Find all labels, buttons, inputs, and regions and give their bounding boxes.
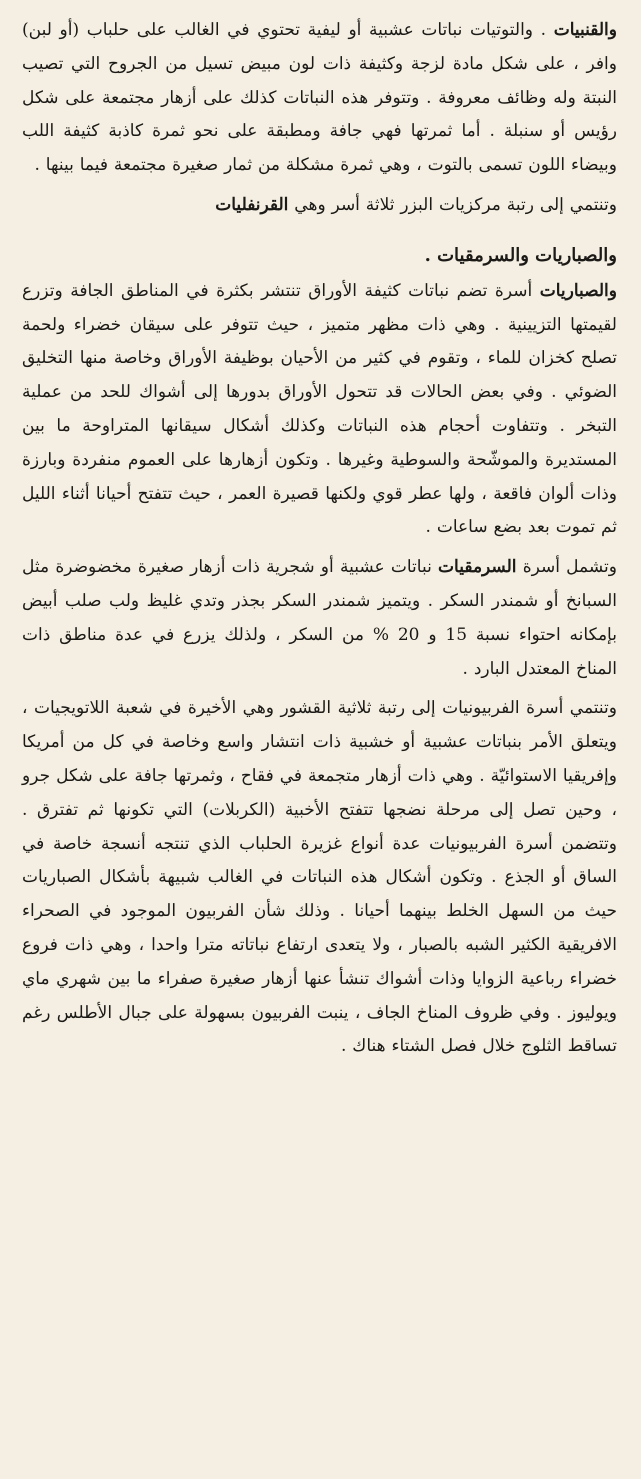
term-cannabaceae: والقنبيات xyxy=(553,20,617,40)
term-cactaceae: والصباريات xyxy=(539,280,617,301)
paragraph-mulberry-family xyxy=(22,14,617,183)
section-heading: والصباريات والسرمقيات . xyxy=(424,244,617,266)
paragraph-text: . والتوتيات نباتات عشبية أو ليفية تحتوي في الغالب على حلباب (أو لبن) وافر ، على شكل مادة لزجة وكثيفة ذات لون مبيض تسيل من الجروح التي تصيب النبتة وله وظائف معروفة . وتتوفر هذه النباتات كذلك على أزهار مجتمعة على شكل رؤيس أو سنبلة . أما ثمرتها فهي جافة ومطبقة على نحو ثمرة كاذبة كثيفة اللب وبيضاء اللون تسمى بالتوت ، وهي ثمرة مشكلة من ثمار صغيرة مجتمعة فيما بينها . xyxy=(22,20,617,176)
term-chenopodiaceae: السرمقيات xyxy=(438,557,517,578)
term-caryophyllaceae: القرنفليات xyxy=(215,194,289,215)
paragraph-text: وتنتمي إلى رتبة مركزيات البزر ثلاثة أسر وهي xyxy=(288,194,617,215)
paragraph-cactaceae xyxy=(22,275,617,545)
paragraph-centrospermae-order xyxy=(22,189,617,223)
paragraph-text: نباتات عشبية أو شجرية ذات أزهار صغيرة مخضوضرة مثل السبانخ أو شمندر السكر . ويتميز شمندر السكر بجذر وتدي غليظ ولب صلب أبيض بإمكانه احتواء نسبة 15 و 20 % من السكر ، ولذلك يزرع في عدة مناطق ذات المناخ المعتدل البارد . xyxy=(22,557,617,679)
paragraph-text: وتنتمي أسرة الفربيونيات إلى رتبة ثلاثية القشور وهي الأخيرة في شعبة اللاتويجيات ، ويتعلق الأمر بنباتات عشبية أو خشبية ذات انتشار واسع وخاصة في كل من أمريكا وإفريقيا الاستوائيّة . وهي ذات أزهار متجمعة في فقاح ، وثمرتها جافة على شكل جرو ، وحين تصل إلى مرحلة نضجها تتفتح الأخبية (الكربلات) التي تكونها ثم تفترق . وتتضمن أسرة الفربيونيات عدة أنواع غزيرة الحلباب الذي تنتجه أنسجة خاصة في الساق أو الجذع . وتكون أشكال هذه النباتات في الغالب شبيهة بأشكال الصباريات حيث من السهل الخلط بينهما أحيانا . وذلك شأن الفربيون الموجود في الصحراء الافريقية الكثير الشبه بالصبار ، ولا يتعدى ارتفاع نباتاته مترا واحدا ، وهي ذات فروع خضراء رباعية الزوايا وذات أشواك تنشأ عنها أزهار صغيرة صفراء ما بين شهري ماي ويوليوز . وفي ظروف المناخ الجاف ، ينبت الفربيون بسهولة على جبال الأطلس رغم تساقط الثلوج خلال فصل الشتاء هناك . xyxy=(22,698,617,1057)
paragraph-euphorbiaceae xyxy=(22,692,617,1064)
paragraph-text-pre: وتشمل أسرة xyxy=(516,557,617,578)
paragraph-chenopodiaceae xyxy=(22,551,617,686)
paragraph-text: أسرة تضم نباتات كثيفة الأوراق تنتشر بكثرة في المناطق الجافة وتزرع لقيمتها التزيينية . وهي ذات مظهر متميز ، حيث تتوفر على سيقان خضراء ولحمة تصلح كخزان للماء ، وتقوم في كثير من الأحيان بوظيفة الأوراق وخاصة منها التخليق الضوئي . وفي بعض الحالات قد تتحول الأوراق بدورها إلى أشواك للحد من عملية التبخر . وتتفاوت أحجام هذه النباتات وكذلك أشكال سيقانها المتراوحة ما بين المستديرة والموشّحة والسوطية وغيرها . وتكون أزهارها على العموم منفردة وبارزة وذات ألوان فاقعة ، ولها عطر قوي ولكنها قصيرة العمر ، حيث تتفتح أحيانا أثناء الليل ثم تموت بعد بضع ساعات . xyxy=(22,280,618,538)
